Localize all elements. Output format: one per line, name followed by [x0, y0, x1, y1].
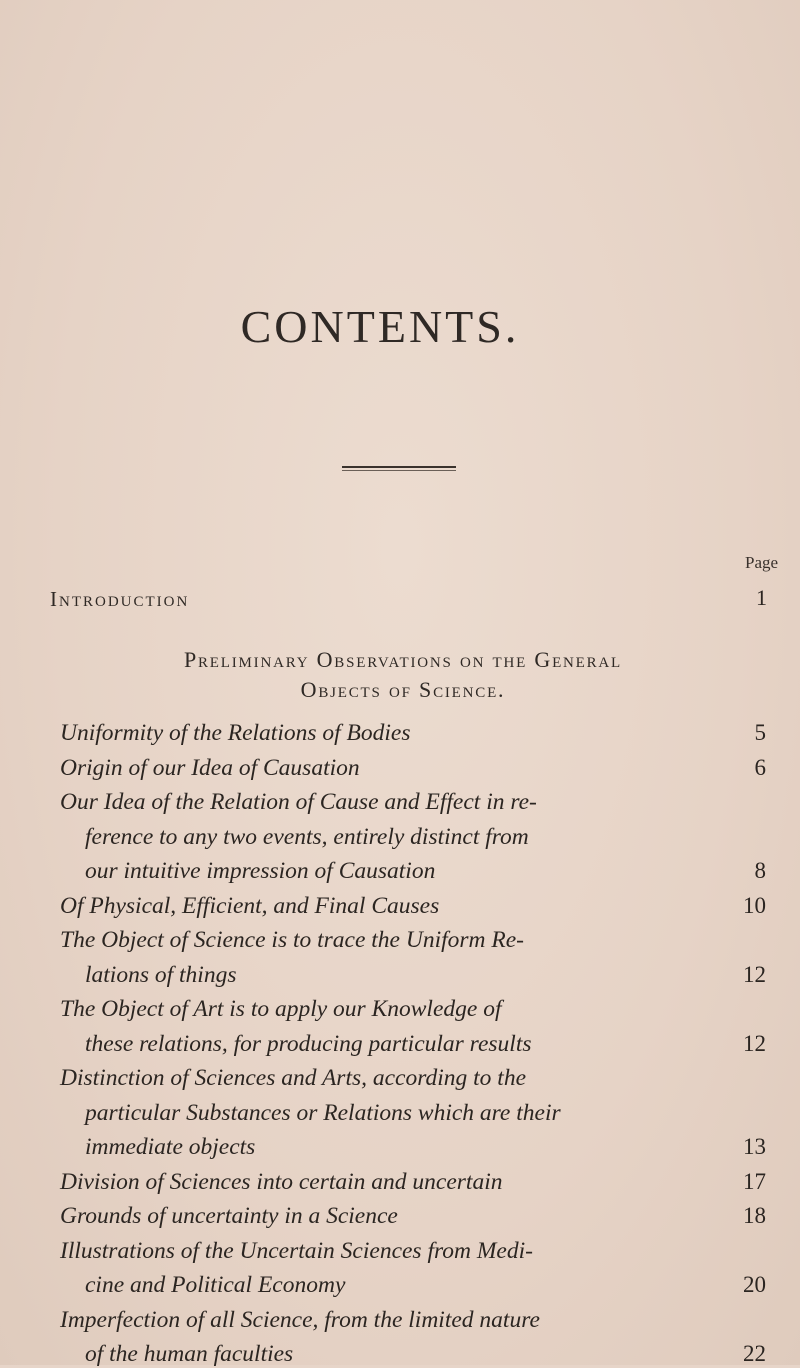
- toc-page-number: 12: [743, 1030, 766, 1056]
- toc-entry: Distinction of Sciences and Arts, according to the: [60, 1065, 527, 1091]
- toc-page-number: 12: [743, 961, 766, 987]
- toc-entry-continuation: these relations, for producing particular results: [85, 1030, 532, 1057]
- toc-entry-continuation: our intuitive impression of Causation: [85, 858, 436, 884]
- toc-page-number: 5: [754, 720, 766, 745]
- toc-page-number: 10: [743, 892, 766, 918]
- toc-entry: Grounds of uncertainty in a Science: [60, 1203, 398, 1229]
- introduction-entry: Introduction: [50, 587, 190, 611]
- toc-page-number: 18: [743, 1203, 766, 1228]
- toc-page-number: 17: [743, 1168, 766, 1194]
- title-rule: [342, 466, 456, 468]
- toc-entry: Uniformity of the Relations of Bodies: [60, 720, 411, 746]
- toc-page-number: 6: [754, 754, 766, 780]
- toc-entry-continuation: lations of things: [85, 961, 237, 988]
- toc-entry-continuation: ference to any two events, entirely distinct from: [85, 823, 529, 850]
- page-column-label: Page: [745, 553, 779, 572]
- toc-entry-continuation: particular Substances or Relations which are their: [85, 1099, 561, 1126]
- toc-page-number: 20: [743, 1272, 766, 1297]
- toc-entry-continuation: of the human faculties: [85, 1341, 294, 1367]
- toc-entry: The Object of Art is to apply our Knowledge of: [60, 996, 502, 1022]
- title-rule-thin: [342, 470, 456, 471]
- toc-entry-continuation: immediate objects: [85, 1134, 256, 1160]
- toc-entry: Origin of our Idea of Causation: [60, 754, 360, 781]
- section-heading-line-1: Preliminary Observations on the General: [183, 647, 623, 672]
- toc-entry: Division of Sciences into certain and uncertain: [60, 1168, 503, 1195]
- toc-page-number: 13: [743, 1134, 766, 1159]
- toc-entry: The Object of Science is to trace the Uniform Re-: [60, 927, 524, 953]
- toc-entry-continuation: cine and Political Economy: [85, 1272, 346, 1298]
- toc-entry: Imperfection of all Science, from the limited nature: [60, 1306, 540, 1333]
- section-heading-line-2: Objects of Science.: [300, 677, 506, 702]
- toc-entry: Illustrations of the Uncertain Sciences from Medi-: [60, 1237, 533, 1264]
- introduction-page-number: 1: [756, 585, 767, 610]
- page-title: CONTENTS.: [240, 301, 520, 352]
- toc-entry: Of Physical, Efficient, and Final Causes: [60, 892, 440, 919]
- toc-page-number: 8: [754, 858, 766, 883]
- toc-page-number: 22: [743, 1341, 766, 1366]
- toc-entry: Our Idea of the Relation of Cause and Effect in re-: [60, 789, 537, 815]
